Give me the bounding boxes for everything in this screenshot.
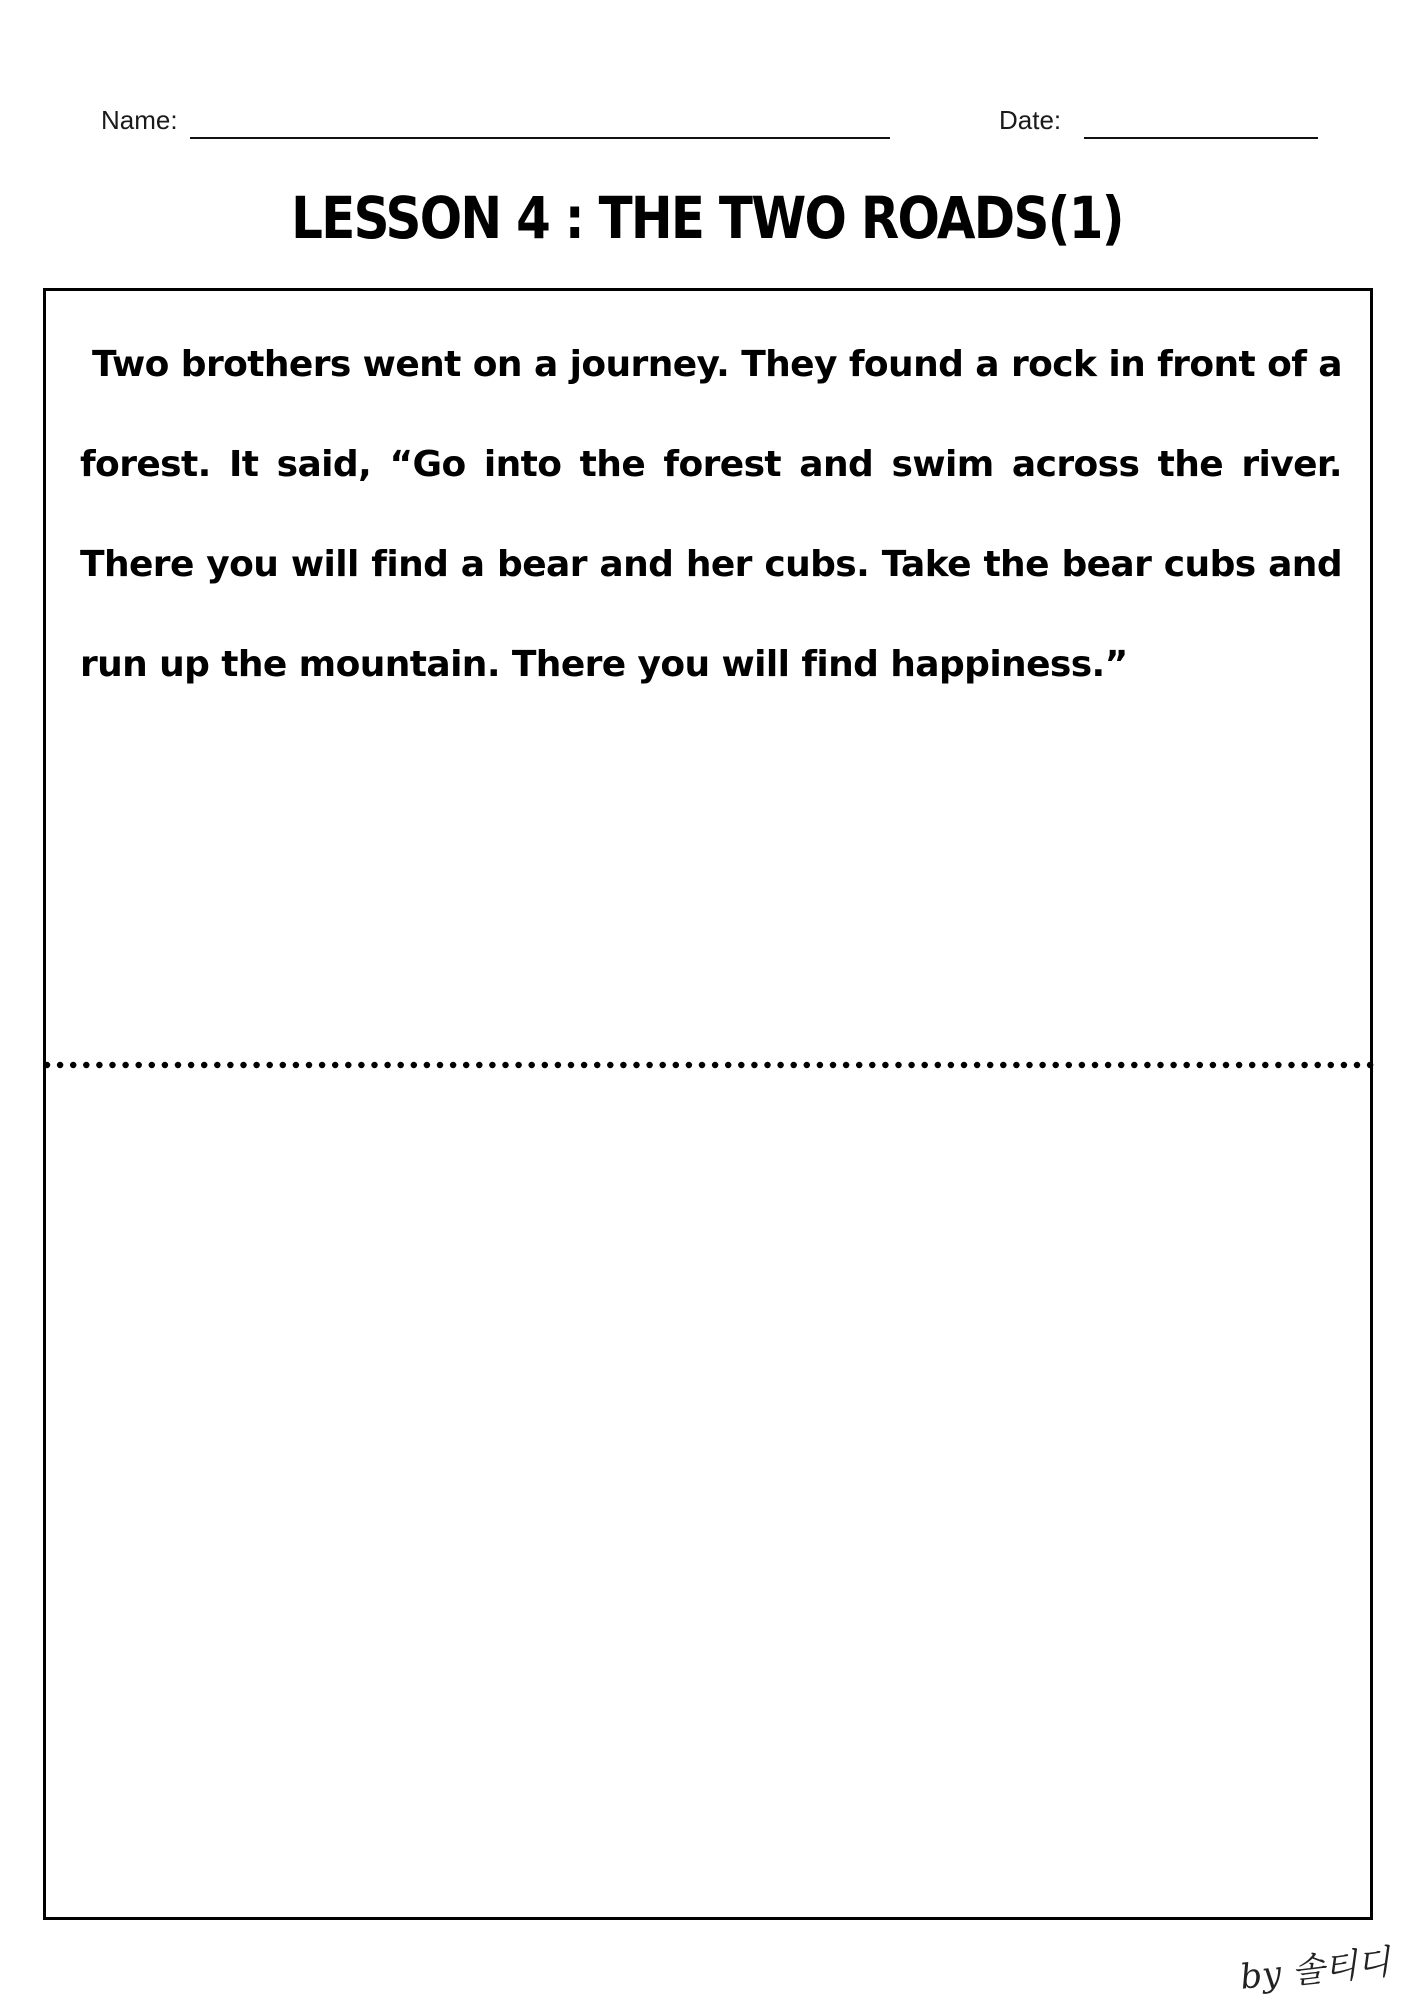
- story-text: Two brothers went on a journey. They found a rock in front of a forest. It said, “Go into the forest and swim across the river. There you will find a bear and her cubs. Take the bear cubs and run up the mountain. There you will find happiness.”: [80, 344, 1342, 685]
- name-label: Name:: [101, 105, 178, 135]
- header-row: [0, 104, 1414, 144]
- date-label: Date:: [999, 105, 1062, 135]
- worksheet-frame: [43, 288, 1373, 1920]
- page-title: LESSON 4 : THE TWO ROADS(1): [291, 184, 1123, 252]
- dotted-divider: [43, 1061, 1379, 1069]
- date-field[interactable]: [1084, 137, 1318, 139]
- author-signature: by 솔티디: [1238, 1942, 1392, 1998]
- name-field[interactable]: [190, 137, 890, 139]
